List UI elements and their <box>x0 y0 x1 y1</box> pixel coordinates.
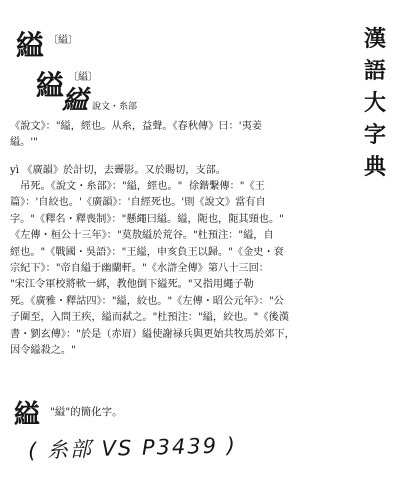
definition-paragraph <box>10 179 335 359</box>
text-line: 宗紀下》："帝自縊于幽蘭軒。"《水滸全傳》第八十三回： <box>10 263 269 275</box>
headword-character: 縊 <box>16 29 44 62</box>
seal-source-note: 說文・糸部 <box>92 102 138 112</box>
text-line: 死。《廣雅・釋詁四》："縊，絞也。"《左傳・昭公元年》："公 <box>10 295 284 307</box>
text-line: 因令縊殺之。" <box>10 345 76 357</box>
headword-variant-marker: 〔縊〕 <box>48 35 78 46</box>
text-line: 《左傳・桓公十三年》："莫敖縊於荒谷。"杜預注："縊，自 <box>10 230 274 242</box>
text-line: 子圍至，入問王疾，縊而弑之。"杜預注："縊，絞也。"《後漢 <box>10 312 289 324</box>
text-line: 篇》：'自絞也。'《廣韻》：'自經死也。'則《說文》當有自 <box>10 197 266 209</box>
text-line: yì 《廣韻》於計切，去霽影。又於賜切，支部。 <box>10 165 226 176</box>
text-line: 經也。"《戰國・吳語》："王縊，申亥負王以歸。"《金史・袞 <box>10 246 284 258</box>
text-line: 吊死。《說文・糸部》："縊，經也。" 徐鍇繫傳："《王 <box>10 181 265 192</box>
book-title-char: 大 <box>363 90 386 116</box>
text-line: 書・劉玄傳》："於是（赤眉）縊使謝禄兵與更始共牧馬於郊下， <box>10 328 295 340</box>
text-line: "宋江令軍校將軟一綁，教他倒下縊死。"又指用繩子勒 <box>10 279 254 291</box>
handwritten-annotation: ( 糸部 VS P3439 ) <box>27 433 238 463</box>
shuowen-citation <box>10 119 335 152</box>
text-line: 字。"《釋名・釋喪制》："懸繩曰縊。縊，阨也，阨其頸也。" <box>10 213 284 225</box>
pronunciation-line <box>10 163 335 179</box>
book-title-vertical <box>364 28 386 178</box>
seal-script-character: 縊 <box>36 69 64 102</box>
book-title-char: 語 <box>363 58 386 84</box>
book-title-char: 漢 <box>363 26 386 52</box>
simplified-note: "縊"的簡化字。 <box>50 406 123 418</box>
book-title-char: 典 <box>363 154 386 180</box>
seal-script-marker: 〔縊〕 <box>68 72 98 83</box>
text-line: 《說文》："縊，經也。从糸，益聲。《春秋傳》曰：'夷姜 <box>10 121 262 132</box>
book-title-char: 字 <box>363 122 386 148</box>
seal-script-character-alt: 縊 <box>62 86 88 116</box>
text-line: 縊。'" <box>10 137 38 149</box>
simplified-headword: 縊 <box>14 400 40 430</box>
